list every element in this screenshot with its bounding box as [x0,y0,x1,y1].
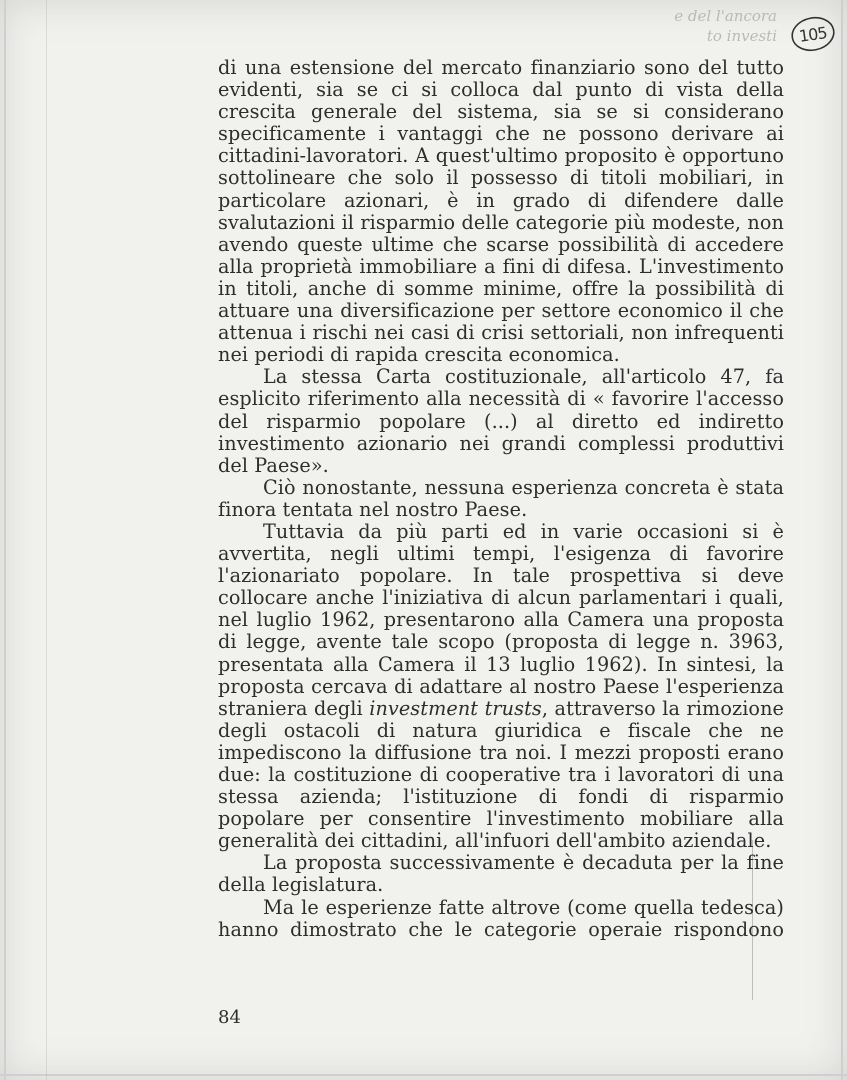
binding-shadow-line [46,0,47,1080]
page-number: 84 [218,1007,241,1028]
show-through-line-1: e del l'ancora [674,7,777,25]
paragraph-6: Ma le esperienze fatte altrove (come quella tedesca) hanno dimostrato che le categorie operaie rispondono [218,895,784,941]
paragraph-1: di una estensione del mercato finanziario sono del tutto evidenti, sia se ci si colloca dal punto di vista della crescita generale del sistema, sia se si considerano specificamente i vantaggi che ne possono derivare ai cittadini-lavoratori. A quest'ultimo proposito è opportuno sottolineare che solo il possesso di titoli mobiliari, in particolare azionari, è in grado di difendere dalle svalutazioni il risparmio delle categorie più modeste, non avendo queste ultime che scarse possibilità di accedere alla proprietà immobiliare a fini di difesa. L'investimento in titoli, anche di somme minime, offre la possibilità di attuare una diversificazione per settore economico il che attenua i rischi nei casi di crisi settoriali, non infrequenti nei periodi di rapida crescita economica. [218,56,784,367]
body-text [218,57,784,941]
paragraph-3: Ciò nonostante, nessuna esperienza concreta è stata finora tentata nel nostro Paese. [218,475,784,521]
paragraph-2: La stessa Carta costituzionale, all'articolo 47, fa esplicito riferimento alla necessità di « favorire l'accesso del risparmio popolare (...) al diretto ed indiretto investimento azionario nei grandi complessi produttivi del Paese». [218,365,784,477]
scan-edge-left [4,0,6,1080]
paragraph-5: La proposta successivamente è decaduta per la fine della legislatura. [218,851,784,897]
handwritten-number: 105 [798,22,828,46]
paragraph-4: Tuttavia da più parti ed in varie occasioni si è avvertita, negli ultimi tempi, l'esigenza di favorire l'azionariato popolare. In tale prospettiva si deve collocare anche l'iniziativa di alcun parlamentari i quali, nel luglio 1962, presentarono alla Camera una proposta di legge, avente tale scopo (proposta di legge n. 3963, presentata alla Camera il 13 luglio 1962). In sintesi, la proposta cercava di adattare al nostro Paese l'esperienza straniera degli investment trusts, attraverso la rimozione degli ostacoli di natura giuridica e fiscale che ne impediscono la diffusione tra noi. I mezzi proposti erano due: la costituzione di cooperative tra i lavoratori di una stessa azienda; l'istituzione di fondi di risparmio popolare per consentire l'investimento mobiliare alla generalità dei cittadini, all'infuori dell'ambito aziendale. [218,519,784,853]
italic-term: investment trusts [369,696,542,720]
scan-edge-bottom [0,1074,847,1076]
handwritten-page-annotation [788,14,838,54]
scan-edge-right [841,0,843,1080]
show-through-text [657,6,777,46]
show-through-line-2: to investi [706,27,777,45]
